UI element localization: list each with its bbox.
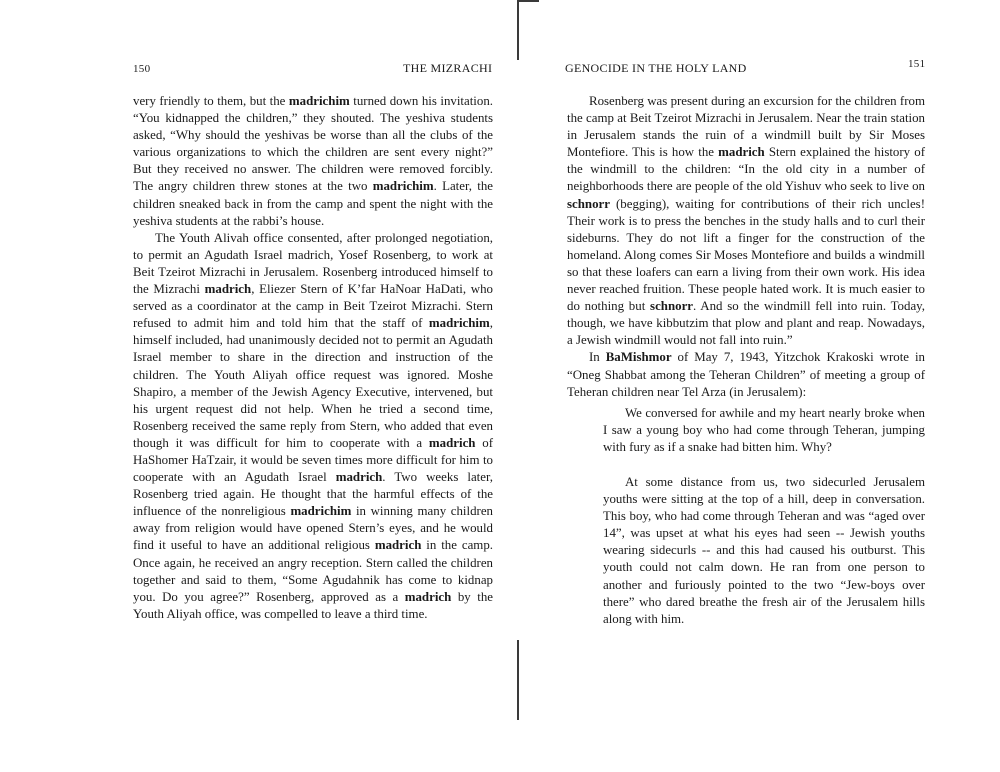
text-run: In: [589, 350, 606, 365]
text-run: in the camp. Once again, he received an angry reception. Stern called the children together and said to them, “Some Agudahnik has come to kidnap you. Do you agree?” Rosenberg, approved as a: [133, 538, 493, 604]
text-run: in winning many children away from religion would have opened Stern’s eyes, and he would find it useful to have an additional religious: [133, 504, 494, 553]
text-run: Rosenberg was present during an excursion for the children from the camp at Beit Tzeirot Mizrachi in Jerusalem. Near the train station in Jerusalem stands the ruin of a windmill built by Sir Moses Montefiore. This is how the: [567, 94, 925, 160]
left-page-number: 150: [133, 63, 151, 75]
bold-term: madrich: [335, 470, 383, 485]
bold-term: madrich: [374, 538, 422, 553]
bold-term: BaMishmor: [605, 350, 672, 365]
bold-term: madrich: [204, 282, 252, 297]
bold-term: madrichim: [428, 316, 490, 331]
text-run: (begging), waiting for contributions of their rich uncles! Their work is to press the benches in the study halls and to curl their sideburns. They do not lift a finger for the construction of the homeland. Along comes Sir Moses Montefiore and builds a windmill so that these loafers can earn a living from their own work. His idea never reached fruition. These people hated work. It is much easier to do nothing but: [567, 196, 925, 314]
text-run: by the Youth Aliyah office, was compelled to leave a third time.: [133, 589, 493, 621]
right-paragraph-2: [567, 349, 925, 400]
left-running-head: THE MIZRACHI: [403, 61, 493, 75]
bold-term: madrichim: [288, 94, 350, 108]
bold-term: schnorr: [567, 196, 610, 211]
text-run: , Eliezer Stern of K’far HaNoar HaDati, who served as a coordinator at the camp in Beit Tzeirot Mizrachi. Stern refused to admit him and told him that the staff of: [133, 282, 493, 331]
text-run: At some distance from us, two sidecurled Jerusalem youths were sitting at the top of a hill, deep in conversation. This boy, who had come through Teheran and was “aged over 14”, was upset at what his eyes had seen -- Jewish youths wearing sidecurls -- and this had caused his outburst. This youth could not calm down. He ran from one person to another and furiously pointed to the two “Jew-boys over there” who dared breathe the fresh air of the Jerusalem hills along with him.: [603, 474, 925, 626]
left-paragraph-1: [133, 93, 493, 230]
bold-term: schnorr: [650, 299, 694, 314]
text-run: turned down his invitation. “You kidnapped the children,” they shouted. The yeshiva students asked, “Why should the yeshivas be worse than all the clubs of the various organizations to which the children are sent every night?” But they received no answer. The children were removed forcibly. The angry children threw stones at the two: [133, 94, 493, 194]
text-run: We conversed for awhile and my heart nearly broke when I saw a young boy who had come through Teheran, jumping with fury as if a snake had bitten him. Why?: [603, 405, 925, 454]
bold-term: madrich: [718, 145, 765, 160]
right-body-text: [567, 93, 925, 628]
right-page: [515, 0, 1000, 772]
quote-paragraph-2: [603, 474, 925, 628]
text-run: Stern explained the history of the windmill to the children: “In the old city in a number of neighborhoods there are people of the old Yishuv who seek to live on: [567, 145, 925, 194]
right-page-number: 151: [908, 58, 926, 70]
text-run: . Later, the children sneaked back in from the camp and spent the night with the yeshiva students at the rabbi’s house.: [133, 179, 493, 228]
text-run: , himself included, had unanimously decided not to permit an Agudath Israel member to share in the direction and instruction of the children. The Youth Aliyah office request was ignored. Moshe Shapiro, a member of the Jewish Agency Executive, intervened, but his urgent request did not help. When he tried a second time, Rosenberg received the same reply from Stern, who added that even though it was difficult for him to cooperate with a: [133, 316, 493, 450]
text-run: The Youth Alivah office consented, after prolonged negotiation, to permit an Agudath Israel madrich, Yosef Rosenberg, to work at Beit Tzeirot Mizrachi in Jerusalem. Rosenberg introduced himself to the Mizrachi: [133, 230, 493, 297]
text-run: very friendly to them, but the: [133, 94, 289, 108]
left-body-text: [133, 93, 493, 623]
bold-term: madrich: [404, 589, 452, 604]
text-run: . And so the windmill fell into ruin. Today, though, we have kibbutzim that plow and plant and reap. Nowadays, a Jewish windmill would not fall into ruin.”: [567, 299, 926, 348]
text-run: of May 7, 1943, Yitzchok Krakoski wrote in “Oneg Shabbat among the Teheran Children” of meeting a group of Teheran children near Tel Arza (in Jerusalem):: [567, 350, 925, 399]
block-quote: [603, 405, 925, 628]
text-run: . Two weeks later, Rosenberg tried again. He thought that the harmful effects of the influence of the nonreligious: [133, 470, 493, 519]
right-running-head: GENOCIDE IN THE HOLY LAND: [565, 61, 747, 75]
bold-term: madrichim: [372, 179, 434, 194]
bold-term: madrichim: [290, 504, 352, 519]
text-run: of HaShomer HaTzair, it would be seven times more difficult for him to cooperate with an Agudath Israel: [133, 435, 493, 485]
right-paragraph-1: [567, 93, 925, 349]
quote-paragraph-1: [603, 405, 925, 456]
left-paragraph-2: [133, 230, 493, 623]
bold-term: madrich: [428, 435, 476, 450]
